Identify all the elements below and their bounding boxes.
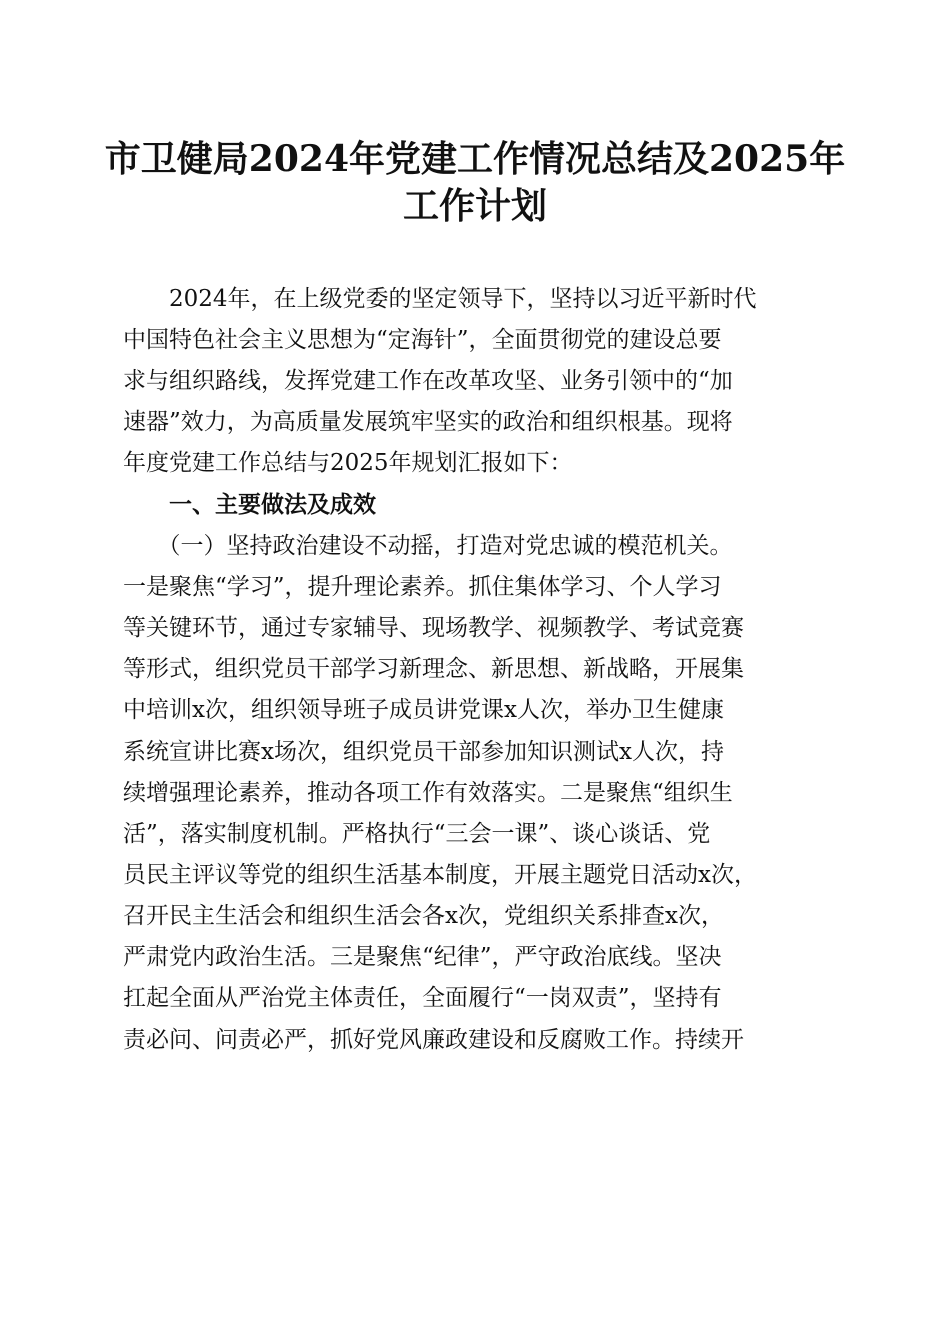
body-line: 活”，落实制度机制。严格执行“三会一课”、谈心谈话、党 — [123, 821, 711, 847]
body-line: 一是聚焦“学习”，提升理论素养。抓住集体学习、个人学习 — [123, 574, 722, 600]
body-line: 等形式，组织党员干部学习新理念、新思想、新战略，开展集 — [123, 656, 744, 682]
body-line: 扛起全面从严治党主体责任，全面履行“一岗双责”，坚持有 — [123, 985, 722, 1011]
document-title-line-2: 工作计划 — [402, 185, 547, 227]
body-line: 中培训x次，组织领导班子成员讲党课x人次，举办卫生健康 — [123, 697, 724, 723]
body-line: 速器”效力，为高质量发展筑牢坚实的政治和组织根基。现将 — [123, 409, 733, 435]
body-line: 严肃党内政治生活。三是聚焦“纪律”，严守政治底线。坚决 — [123, 944, 722, 970]
document-title-line-1: 市卫健局2024年党建工作情况总结及2025年 — [104, 138, 846, 180]
body-line: 责必问、问责必严，抓好党风廉政建设和反腐败工作。持续开 — [123, 1027, 744, 1053]
section-heading: 一、主要做法及成效 — [123, 492, 376, 518]
body-line: 年度党建工作总结与2025年规划汇报如下： — [123, 450, 573, 476]
body-line: 中国特色社会主义思想为“定海针”，全面贯彻党的建设总要 — [123, 327, 722, 353]
body-line: 系统宣讲比赛x场次，组织党员干部参加知识测试x人次，持 — [123, 739, 724, 765]
body-line: 召开民主生活会和组织生活会各x次，党组织关系排查x次， — [123, 903, 724, 929]
body-line: 续增强理论素养，推动各项工作有效落实。二是聚焦“组织生 — [123, 780, 733, 806]
body-line: 等关键环节，通过专家辅导、现场教学、视频教学、考试竞赛 — [123, 615, 744, 641]
subsection-heading: （一）坚持政治建设不动摇，打造对党忠诚的模范机关。 — [123, 533, 733, 559]
body-line: 求与组织路线，发挥党建工作在改革攻坚、业务引领中的“加 — [123, 368, 733, 394]
body-line: 员民主评议等党的组织生活基本制度，开展主题党日活动x次， — [123, 862, 757, 888]
body-line: 2024年，在上级党委的坚定领导下，坚持以习近平新时代 — [123, 286, 757, 312]
